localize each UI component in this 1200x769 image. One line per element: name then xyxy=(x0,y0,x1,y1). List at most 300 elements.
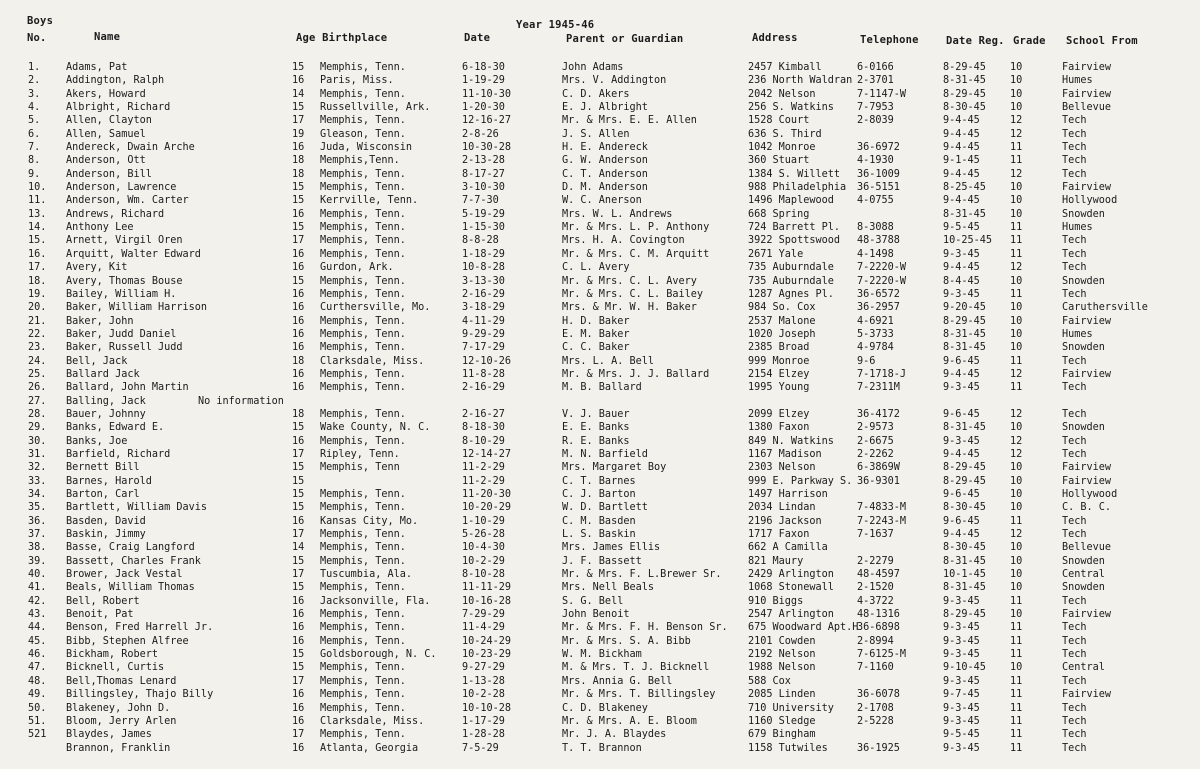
birthplace: Russellville, Ark. xyxy=(320,102,431,114)
address: 662 A Camilla xyxy=(748,542,828,554)
school-from: Snowden xyxy=(1062,342,1105,354)
row-number: 25. xyxy=(28,368,47,380)
birthplace: Memphis, Tenn. xyxy=(320,502,406,514)
birthplace: Memphis, Tenn. xyxy=(320,328,406,340)
student-name: Benson, Fred Harrell Jr. xyxy=(66,622,214,634)
school-from: Central xyxy=(1062,662,1105,674)
telephone: 2-1708 xyxy=(857,702,894,714)
birth-date: 10-8-28 xyxy=(462,262,505,274)
table-row xyxy=(0,461,1200,474)
address: 679 Bingham xyxy=(748,729,816,741)
table-row xyxy=(0,635,1200,648)
birth-date: 1-28-28 xyxy=(462,729,505,741)
birth-date: 1-17-29 xyxy=(462,715,505,727)
address: 668 Spring xyxy=(748,208,810,220)
telephone: 2-1520 xyxy=(857,582,894,594)
birth-date: 7-5-29 xyxy=(462,742,499,754)
birthplace: Memphis, Tenn. xyxy=(320,435,406,447)
registration-date: 9-6-45 xyxy=(943,355,980,367)
grade: 10 xyxy=(1010,88,1023,100)
student-name: Bell, Jack xyxy=(66,355,128,367)
school-from: Snowden xyxy=(1062,275,1105,287)
registration-date: 9-5-45 xyxy=(943,729,980,741)
registration-date: 9-6-45 xyxy=(943,515,980,527)
row-number: 15. xyxy=(28,235,47,247)
registration-date: 8-31-45 xyxy=(943,75,986,87)
birth-date: 11-20-30 xyxy=(462,489,512,500)
grade: 12 xyxy=(1010,115,1023,127)
address: 236 North Waldran xyxy=(748,75,853,87)
student-name: Baker, Judd Daniel xyxy=(66,328,177,340)
age: 16 xyxy=(292,715,305,727)
age: 15 xyxy=(292,662,305,674)
parent-name: E. M. Baker xyxy=(562,328,630,340)
birthplace: Jacksonville, Fla. xyxy=(320,595,431,607)
student-name: Barton, Carl xyxy=(66,489,140,500)
parent-name: Mrs. L. A. Bell xyxy=(562,355,655,367)
birthplace: Gleason, Tenn. xyxy=(320,128,406,140)
age: 16 xyxy=(292,515,305,527)
telephone: 48-3788 xyxy=(857,235,900,247)
parent-name: C. C. Baker xyxy=(562,342,630,354)
row-number: 3. xyxy=(28,88,41,100)
grade: 11 xyxy=(1010,248,1023,260)
telephone: 36-9301 xyxy=(857,475,900,487)
birthplace: Memphis, Tenn. xyxy=(320,489,406,500)
school-from: Tech xyxy=(1062,128,1087,140)
age: 16 xyxy=(292,368,305,380)
registration-date: 9-3-45 xyxy=(943,248,980,260)
parent-name: W. C. Anerson xyxy=(562,195,642,207)
age: 16 xyxy=(292,609,305,621)
grade: 10 xyxy=(1010,195,1023,207)
registration-date: 9-4-45 xyxy=(943,529,980,541)
table-row xyxy=(0,181,1200,194)
address: 999 E. Parkway S. xyxy=(748,475,853,487)
age: 17 xyxy=(292,448,305,460)
address: 2192 Nelson xyxy=(748,649,816,661)
address: 675 Woodward Apt.H xyxy=(748,622,859,634)
student-name: Addington, Ralph xyxy=(66,75,165,87)
student-name: Arnett, Virgil Oren xyxy=(66,235,183,247)
row-number: 2. xyxy=(28,75,41,87)
address: 636 S. Third xyxy=(748,128,822,140)
registration-date: 8-31-45 xyxy=(943,342,986,354)
row-number: 36. xyxy=(28,515,47,527)
birth-date: 1-10-29 xyxy=(462,515,505,527)
telephone: 2-2279 xyxy=(857,555,894,567)
birth-date: 12-14-27 xyxy=(462,448,512,460)
grade: 10 xyxy=(1010,102,1023,114)
parent-name: L. S. Baskin xyxy=(562,529,636,541)
address: 1020 Joseph xyxy=(748,328,816,340)
birthplace: Paris, Miss. xyxy=(320,75,394,87)
age: 16 xyxy=(292,689,305,701)
grade: 12 xyxy=(1010,435,1023,447)
row-number: 26. xyxy=(28,382,47,394)
registration-date: 9-4-45 xyxy=(943,128,980,140)
registration-date: 9-3-45 xyxy=(943,742,980,754)
age: 15 xyxy=(292,275,305,287)
table-row xyxy=(0,288,1200,301)
grade: 10 xyxy=(1010,75,1023,87)
student-name: Blakeney, John D. xyxy=(66,702,171,714)
birth-date: 12-16-27 xyxy=(462,115,512,127)
birth-date: 10-30-28 xyxy=(462,142,512,154)
table-row xyxy=(0,114,1200,127)
age: 18 xyxy=(292,168,305,180)
grade: 11 xyxy=(1010,689,1023,701)
school-from: Snowden xyxy=(1062,582,1105,594)
birth-date: 11-10-30 xyxy=(462,88,512,100)
row-number: 37. xyxy=(28,529,47,541)
row-number: 32. xyxy=(28,462,47,474)
registration-date: 8-29-45 xyxy=(943,88,986,100)
school-from: Hollywood xyxy=(1062,489,1118,500)
age: 17 xyxy=(292,675,305,687)
parent-name: Mrs. W. L. Andrews xyxy=(562,208,673,220)
school-from: Bellevue xyxy=(1062,542,1112,554)
student-name: Barfield, Richard xyxy=(66,448,171,460)
telephone: 2-2262 xyxy=(857,448,894,460)
age: 14 xyxy=(292,542,305,554)
school-from: Fairview xyxy=(1062,475,1112,487)
address: 1528 Court xyxy=(748,115,810,127)
address: 2154 Elzey xyxy=(748,368,810,380)
parent-name: C. D. Akers xyxy=(562,88,630,100)
row-number: 30. xyxy=(28,435,47,447)
row-number: 9. xyxy=(28,168,41,180)
birth-date: 11-4-29 xyxy=(462,622,505,634)
age: 16 xyxy=(292,262,305,274)
age: 16 xyxy=(292,595,305,607)
grade: 11 xyxy=(1010,142,1023,154)
address: 2196 Jackson xyxy=(748,515,822,527)
address: 988 Philadelphia xyxy=(748,182,847,194)
student-name: Anderson, Bill xyxy=(66,168,152,180)
grade: 10 xyxy=(1010,569,1023,581)
age: 16 xyxy=(292,142,305,154)
parent-name: Mr. & Mrs. F. H. Benson Sr. xyxy=(562,622,728,634)
parent-name: W. M. Bickham xyxy=(562,649,642,661)
parent-name: E. E. Banks xyxy=(562,422,630,434)
parent-name: C. D. Blakeney xyxy=(562,702,648,714)
birth-date: 4-11-29 xyxy=(462,315,505,327)
school-from: Snowden xyxy=(1062,555,1105,567)
grade: 10 xyxy=(1010,475,1023,487)
birth-date: 12-10-26 xyxy=(462,355,512,367)
student-name: Andereck, Dwain Arche xyxy=(66,142,195,154)
telephone: 5-3733 xyxy=(857,328,894,340)
parent-name: Mrs. V. Addington xyxy=(562,75,667,87)
birth-date: 7-7-30 xyxy=(462,195,499,207)
row-number: 7. xyxy=(28,142,41,154)
student-name: Brannon, Franklin xyxy=(66,742,171,754)
parent-name: Mrs. James Ellis xyxy=(562,542,661,554)
parent-name: H. E. Andereck xyxy=(562,142,648,154)
birth-date: 3-18-29 xyxy=(462,302,505,314)
grade: 10 xyxy=(1010,662,1023,674)
row-number: 33. xyxy=(28,475,47,487)
birth-date: 8-17-27 xyxy=(462,168,505,180)
table-row xyxy=(0,435,1200,448)
table-row xyxy=(0,154,1200,167)
registration-date: 9-10-45 xyxy=(943,662,986,674)
address: 1068 Stonewall xyxy=(748,582,834,594)
age: 15 xyxy=(292,502,305,514)
row-number: 44. xyxy=(28,622,47,634)
registration-date: 9-3-45 xyxy=(943,715,980,727)
telephone: 36-6572 xyxy=(857,288,900,300)
address: 2085 Linden xyxy=(748,689,816,701)
row-number: 35. xyxy=(28,502,47,514)
address: 1167 Madison xyxy=(748,448,822,460)
school-from: Fairview xyxy=(1062,689,1112,701)
birthplace: Memphis, Tenn. xyxy=(320,315,406,327)
student-name: Adams, Pat xyxy=(66,62,128,73)
birthplace: Atlanta, Georgia xyxy=(320,742,419,754)
parent-name: V. J. Bauer xyxy=(562,408,630,420)
telephone: 7-1718-J xyxy=(857,368,907,380)
row-number: 47. xyxy=(28,662,47,674)
birth-date: 3-13-30 xyxy=(462,275,505,287)
age: 16 xyxy=(292,622,305,634)
school-from: Fairview xyxy=(1062,182,1112,194)
birthplace: Memphis, Tenn. xyxy=(320,368,406,380)
table-row xyxy=(0,368,1200,381)
school-from: Humes xyxy=(1062,222,1093,234)
age: 17 xyxy=(292,569,305,581)
parent-name: E. J. Albright xyxy=(562,102,648,114)
telephone: 4-1498 xyxy=(857,248,894,260)
header-name: Name xyxy=(94,31,121,43)
row-number: 14. xyxy=(28,222,47,234)
birth-date: 11-8-28 xyxy=(462,368,505,380)
telephone: 9-6 xyxy=(857,355,876,367)
address: 588 Cox xyxy=(748,675,791,687)
student-name: Anderson, Wm. Carter xyxy=(66,195,189,207)
birth-date: 10-23-29 xyxy=(462,649,512,661)
row-number: 39. xyxy=(28,555,47,567)
grade: 12 xyxy=(1010,168,1023,180)
birthplace: Memphis, Tenn. xyxy=(320,542,406,554)
registration-date: 8-29-45 xyxy=(943,62,986,73)
school-from: Tech xyxy=(1062,448,1087,460)
grade: 10 xyxy=(1010,502,1023,514)
telephone: 2-8994 xyxy=(857,635,894,647)
birth-date: 7-17-29 xyxy=(462,342,505,354)
telephone: 48-1316 xyxy=(857,609,900,621)
birthplace: Memphis, Tenn. xyxy=(320,582,406,594)
address: 1995 Young xyxy=(748,382,810,394)
birth-date: 10-2-28 xyxy=(462,689,505,701)
birth-date: 2-16-29 xyxy=(462,288,505,300)
grade: 12 xyxy=(1010,529,1023,541)
age: 17 xyxy=(292,235,305,247)
birthplace: Wake County, N. C. xyxy=(320,422,431,434)
student-name: Allen, Samuel xyxy=(66,128,146,140)
grade: 11 xyxy=(1010,288,1023,300)
parent-name: Mrs. & Mr. W. H. Baker xyxy=(562,302,697,314)
table-row xyxy=(0,541,1200,554)
school-from: Tech xyxy=(1062,115,1087,127)
registration-date: 9-4-45 xyxy=(943,448,980,460)
school-from: Tech xyxy=(1062,675,1087,687)
birth-date: 1-19-29 xyxy=(462,75,505,87)
table-row xyxy=(0,528,1200,541)
address: 2034 Lindan xyxy=(748,502,816,514)
birthplace: Clarksdale, Miss. xyxy=(320,715,425,727)
school-from: Tech xyxy=(1062,248,1087,260)
row-number: 18. xyxy=(28,275,47,287)
birth-date: 11-2-29 xyxy=(462,462,505,474)
registration-date: 9-6-45 xyxy=(943,489,980,500)
school-from: Tech xyxy=(1062,729,1087,741)
grade: 10 xyxy=(1010,208,1023,220)
table-row xyxy=(0,301,1200,314)
birthplace: Memphis, Tenn. xyxy=(320,168,406,180)
age: 16 xyxy=(292,382,305,394)
address: 821 Maury xyxy=(748,555,804,567)
school-from: Tech xyxy=(1062,435,1087,447)
telephone: 36-6078 xyxy=(857,689,900,701)
grade: 11 xyxy=(1010,515,1023,527)
student-name: Baker, William Harrison xyxy=(66,302,208,314)
age: 18 xyxy=(292,355,305,367)
table-row xyxy=(0,101,1200,114)
header-grade: Grade xyxy=(1013,35,1046,47)
grade: 10 xyxy=(1010,422,1023,434)
grade: 11 xyxy=(1010,649,1023,661)
address: 2457 Kimball xyxy=(748,62,822,73)
parent-name: Mr. & Mrs. C. L. Avery xyxy=(562,275,697,287)
registration-date: 9-3-45 xyxy=(943,675,980,687)
age: 15 xyxy=(292,475,305,487)
table-row xyxy=(0,595,1200,608)
student-name: Bibb, Stephen Alfree xyxy=(66,635,189,647)
grade: 11 xyxy=(1010,155,1023,167)
age: 16 xyxy=(292,288,305,300)
student-name: Ballard, John Martin xyxy=(66,382,189,394)
school-from: Tech xyxy=(1062,515,1087,527)
school-from: Tech xyxy=(1062,715,1087,727)
header-parent: Parent or Guardian xyxy=(566,33,684,45)
grade: 11 xyxy=(1010,222,1023,234)
grade: 11 xyxy=(1010,235,1023,247)
birth-date: 2-16-27 xyxy=(462,408,505,420)
table-row xyxy=(0,581,1200,594)
telephone: 2-8039 xyxy=(857,115,894,127)
address: 1988 Nelson xyxy=(748,662,816,674)
birth-date: 10-10-28 xyxy=(462,702,512,714)
telephone: 7-7953 xyxy=(857,102,894,114)
student-name: Baker, John xyxy=(66,315,134,327)
header-boys: Boys xyxy=(27,15,54,27)
birth-date: 1-13-28 xyxy=(462,675,505,687)
grade: 11 xyxy=(1010,715,1023,727)
birthplace: Memphis, Tenn. xyxy=(320,288,406,300)
table-row xyxy=(0,194,1200,207)
birthplace: Clarksdale, Miss. xyxy=(320,355,425,367)
school-from: Humes xyxy=(1062,75,1093,87)
table-row xyxy=(0,234,1200,247)
telephone: 36-2957 xyxy=(857,302,900,314)
student-name: Baker, Russell Judd xyxy=(66,342,183,354)
registration-date: 9-3-45 xyxy=(943,435,980,447)
school-from: Tech xyxy=(1062,155,1087,167)
table-row xyxy=(0,141,1200,154)
row-number: 10. xyxy=(28,182,47,194)
table-row xyxy=(0,395,1200,408)
parent-name: Mrs. H. A. Covington xyxy=(562,235,685,247)
birthplace: Memphis, Tenn. xyxy=(320,635,406,647)
registration-date: 8-31-45 xyxy=(943,422,986,434)
student-name: Albright, Richard xyxy=(66,102,171,114)
telephone: 36-4172 xyxy=(857,408,900,420)
registration-date: 9-3-45 xyxy=(943,382,980,394)
birth-date: 5-26-28 xyxy=(462,529,505,541)
address: 2547 Arlington xyxy=(748,609,834,621)
school-from: Tech xyxy=(1062,529,1087,541)
table-row xyxy=(0,208,1200,221)
student-name: Arquitt, Walter Edward xyxy=(66,248,201,260)
age: 15 xyxy=(292,582,305,594)
student-name: Banks, Joe xyxy=(66,435,128,447)
grade: 11 xyxy=(1010,595,1023,607)
parent-name: Mr. & Mrs. F. L.Brewer Sr. xyxy=(562,569,722,581)
telephone: 7-2243-M xyxy=(857,515,907,527)
address: 2303 Nelson xyxy=(748,462,816,474)
age: 15 xyxy=(292,649,305,661)
school-from: Fairview xyxy=(1062,462,1112,474)
grade: 12 xyxy=(1010,262,1023,274)
grade: 10 xyxy=(1010,542,1023,554)
address: 2101 Cowden xyxy=(748,635,816,647)
birthplace: Memphis, Tenn. xyxy=(320,609,406,621)
birthplace: Memphis, Tenn. xyxy=(320,675,406,687)
table-row xyxy=(0,355,1200,368)
age: 15 xyxy=(292,489,305,500)
table-row xyxy=(0,715,1200,728)
grade: 10 xyxy=(1010,582,1023,594)
parent-name: Mr. & Mrs. L. P. Anthony xyxy=(562,222,710,234)
grade: 11 xyxy=(1010,675,1023,687)
registration-date: 9-4-45 xyxy=(943,368,980,380)
parent-name: M. N. Barfield xyxy=(562,448,648,460)
student-name: Avery, Kit xyxy=(66,262,128,274)
school-from: Tech xyxy=(1062,649,1087,661)
telephone: 2-5228 xyxy=(857,715,894,727)
table-row xyxy=(0,221,1200,234)
registration-date: 9-3-45 xyxy=(943,288,980,300)
registration-date: 8-29-45 xyxy=(943,462,986,474)
student-name: Balling, Jack xyxy=(66,395,146,407)
address: 2671 Yale xyxy=(748,248,804,260)
birthplace: Curthersville, Mo. xyxy=(320,302,431,314)
table-row xyxy=(0,702,1200,715)
address: 2385 Broad xyxy=(748,342,810,354)
address: 999 Monroe xyxy=(748,355,810,367)
row-number: 24. xyxy=(28,355,47,367)
parent-name: Mr. & Mrs. A. E. Bloom xyxy=(562,715,697,727)
parent-name: Mr. J. A. Blaydes xyxy=(562,729,667,741)
birth-date: 9-27-29 xyxy=(462,662,505,674)
row-number: 46. xyxy=(28,649,47,661)
registration-date: 9-6-45 xyxy=(943,408,980,420)
birthplace: Memphis, Tenn. xyxy=(320,275,406,287)
address: 2537 Malone xyxy=(748,315,816,327)
age: 17 xyxy=(292,529,305,541)
